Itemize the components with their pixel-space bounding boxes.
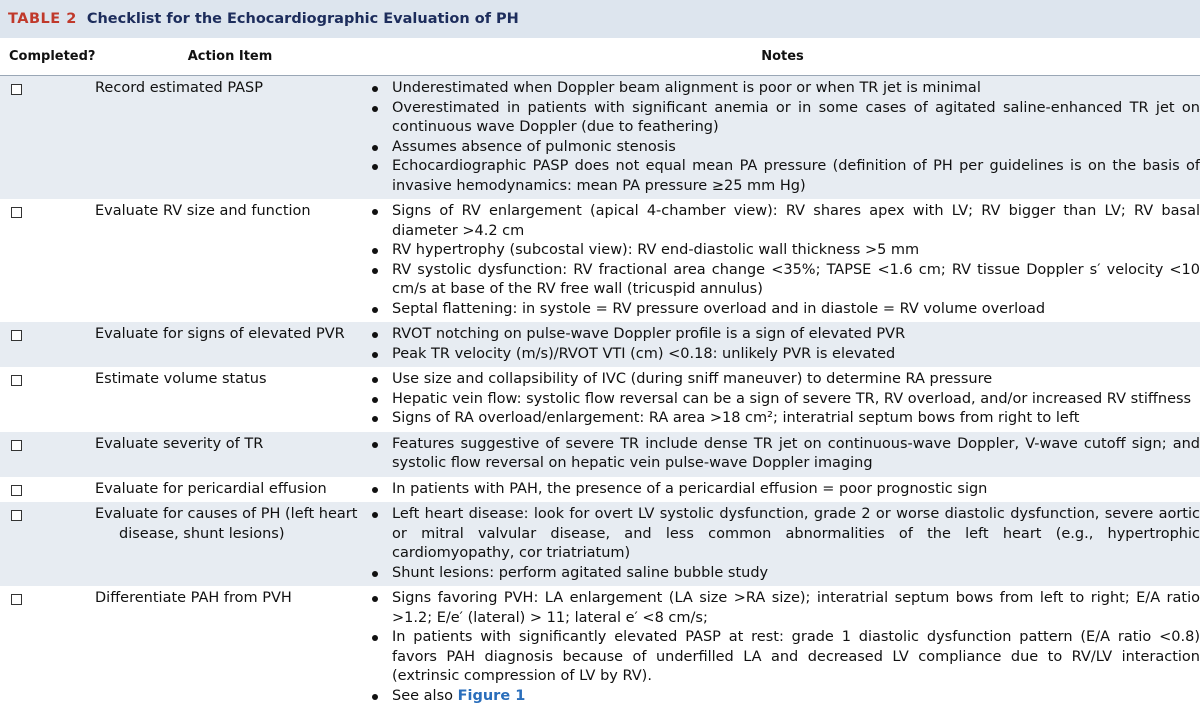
header-action-item: Action Item [187, 49, 273, 64]
bullet-icon [372, 145, 378, 151]
table-row [0, 199, 1200, 322]
bullet-icon [372, 268, 378, 274]
checklist-table [0, 76, 1200, 709]
bullet-icon [372, 352, 378, 358]
notes-list [365, 435, 1200, 474]
note-item: Septal flattening: in systole = RV pressure overload and in diastole = RV volume overload [365, 300, 1200, 320]
table-row [0, 322, 1200, 367]
bullet-icon [372, 332, 378, 338]
note-item: Underestimated when Doppler beam alignment is poor or when TR jet is minimal [365, 79, 1200, 99]
table-row [0, 502, 1200, 586]
notes-list [365, 480, 1200, 500]
bullet-icon [372, 377, 378, 383]
bullet-icon [372, 487, 378, 493]
note-item: RV systolic dysfunction: RV fractional area change <35%; TAPSE <1.6 cm; RV tissue Doppler s′ velocity <10 cm/s at base of the RV free wall (tricuspid annulus) [365, 261, 1200, 300]
table-row [0, 586, 1200, 709]
figure-1-link[interactable]: Figure 1 [457, 687, 526, 704]
action-item: Evaluate for signs of elevated PVR [95, 326, 345, 342]
bullet-icon [372, 635, 378, 641]
notes-list [365, 202, 1200, 319]
notes-list [365, 370, 1200, 429]
action-item: Estimate volume status [95, 371, 267, 387]
note-item: Hepatic vein flow: systolic flow reversal can be a sign of severe TR, RV overload, and/or increased RV stiffness [365, 390, 1200, 410]
note-item: Signs of RA overload/enlargement: RA area >18 cm²; interatrial septum bows from right to left [365, 409, 1200, 429]
completed-checkbox[interactable] [11, 330, 22, 341]
notes-list [365, 589, 1200, 706]
table-row [0, 477, 1200, 503]
completed-checkbox[interactable] [11, 510, 22, 521]
note-item: Peak TR velocity (m/s)/RVOT VTI (cm) <0.18: unlikely PVR is elevated [365, 345, 1200, 365]
table-header [0, 38, 1200, 76]
notes-list [365, 79, 1200, 196]
bullet-icon [372, 694, 378, 700]
table-number: TABLE 2 [8, 11, 77, 27]
table-row [0, 432, 1200, 477]
note-item: Shunt lesions: perform agitated saline bubble study [365, 564, 1200, 584]
note-item: In patients with significantly elevated PASP at rest: grade 1 diastolic dysfunction pattern (E/A ratio <0.8) favors PAH diagnosis because of underfilled LA and decreased LV compliance due to RV/LV interaction (extrinsic compression of LV by RV). [365, 628, 1200, 687]
note-item: Left heart disease: look for overt LV systolic dysfunction, grade 2 or worse diastolic dysfunction, severe aortic or mitral valvular disease, and less common abnormalities of the left heart (e.g., hypertrophic cardiomyopathy, cor triatriatum) [365, 505, 1200, 564]
bullet-icon [372, 86, 378, 92]
bullet-icon [372, 209, 378, 215]
table-title-bar [0, 0, 1200, 38]
bullet-icon [372, 596, 378, 602]
action-item: Evaluate for pericardial effusion [95, 480, 327, 497]
header-completed: Completed? [9, 49, 96, 64]
completed-checkbox[interactable] [11, 485, 22, 496]
action-item: Record estimated PASP [95, 80, 264, 96]
table-row [0, 76, 1200, 199]
bullet-icon [372, 416, 378, 422]
bullet-icon [372, 512, 378, 518]
note-item: Overestimated in patients with significant anemia or in some cases of agitated saline-enhanced TR jet on continuous wave Doppler (due to feathering) [365, 99, 1200, 138]
action-item: Evaluate RV size and function [95, 203, 311, 219]
completed-checkbox[interactable] [11, 84, 22, 95]
bullet-icon [372, 248, 378, 254]
action-item: Evaluate for causes of PH (left heart disease, shunt lesions) [95, 506, 358, 542]
bullet-icon [372, 307, 378, 313]
bullet-icon [372, 571, 378, 577]
completed-checkbox[interactable] [11, 375, 22, 386]
completed-checkbox[interactable] [11, 440, 22, 451]
note-item: Features suggestive of severe TR include dense TR jet on continuous-wave Doppler, V-wave cutoff sign; and systolic flow reversal on hepatic vein pulse-wave Doppler imaging [365, 435, 1200, 474]
note-item: Signs favoring PVH: LA enlargement (LA size >RA size); interatrial septum bows from left to right; E/A ratio >1.2; E/e′ (lateral) > 11; lateral e′ <8 cm/s; [365, 589, 1200, 628]
bullet-icon [372, 397, 378, 403]
note-item: Echocardiographic PASP does not equal mean PA pressure (definition of PH per guidelines is on the basis of invasive hemodynamics: mean PA pressure ≥25 mm Hg) [365, 157, 1200, 196]
note-item: RV hypertrophy (subcostal view): RV end-diastolic wall thickness >5 mm [365, 241, 1200, 261]
note-item: RVOT notching on pulse-wave Doppler profile is a sign of elevated PVR [365, 325, 1200, 345]
bullet-icon [372, 164, 378, 170]
note-item: See also Figure 1 [365, 687, 1200, 707]
action-item: Evaluate severity of TR [95, 435, 264, 452]
table-title: Checklist for the Echocardiographic Evaluation of PH [86, 11, 519, 27]
header-notes: Notes [761, 49, 804, 64]
notes-list [365, 505, 1200, 583]
note-item: Assumes absence of pulmonic stenosis [365, 138, 1200, 158]
table-row [0, 367, 1200, 432]
action-item: Differentiate PAH from PVH [95, 590, 292, 606]
notes-list [365, 325, 1200, 364]
completed-checkbox[interactable] [11, 207, 22, 218]
note-item: Use size and collapsibility of IVC (during sniff maneuver) to determine RA pressure [365, 370, 1200, 390]
note-item: Signs of RV enlargement (apical 4-chamber view): RV shares apex with LV; RV bigger than LV; RV basal diameter >4.2 cm [365, 202, 1200, 241]
bullet-icon [372, 442, 378, 448]
completed-checkbox[interactable] [11, 594, 22, 605]
note-item: In patients with PAH, the presence of a pericardial effusion = poor prognostic sign [365, 480, 1200, 500]
bullet-icon [372, 106, 378, 112]
